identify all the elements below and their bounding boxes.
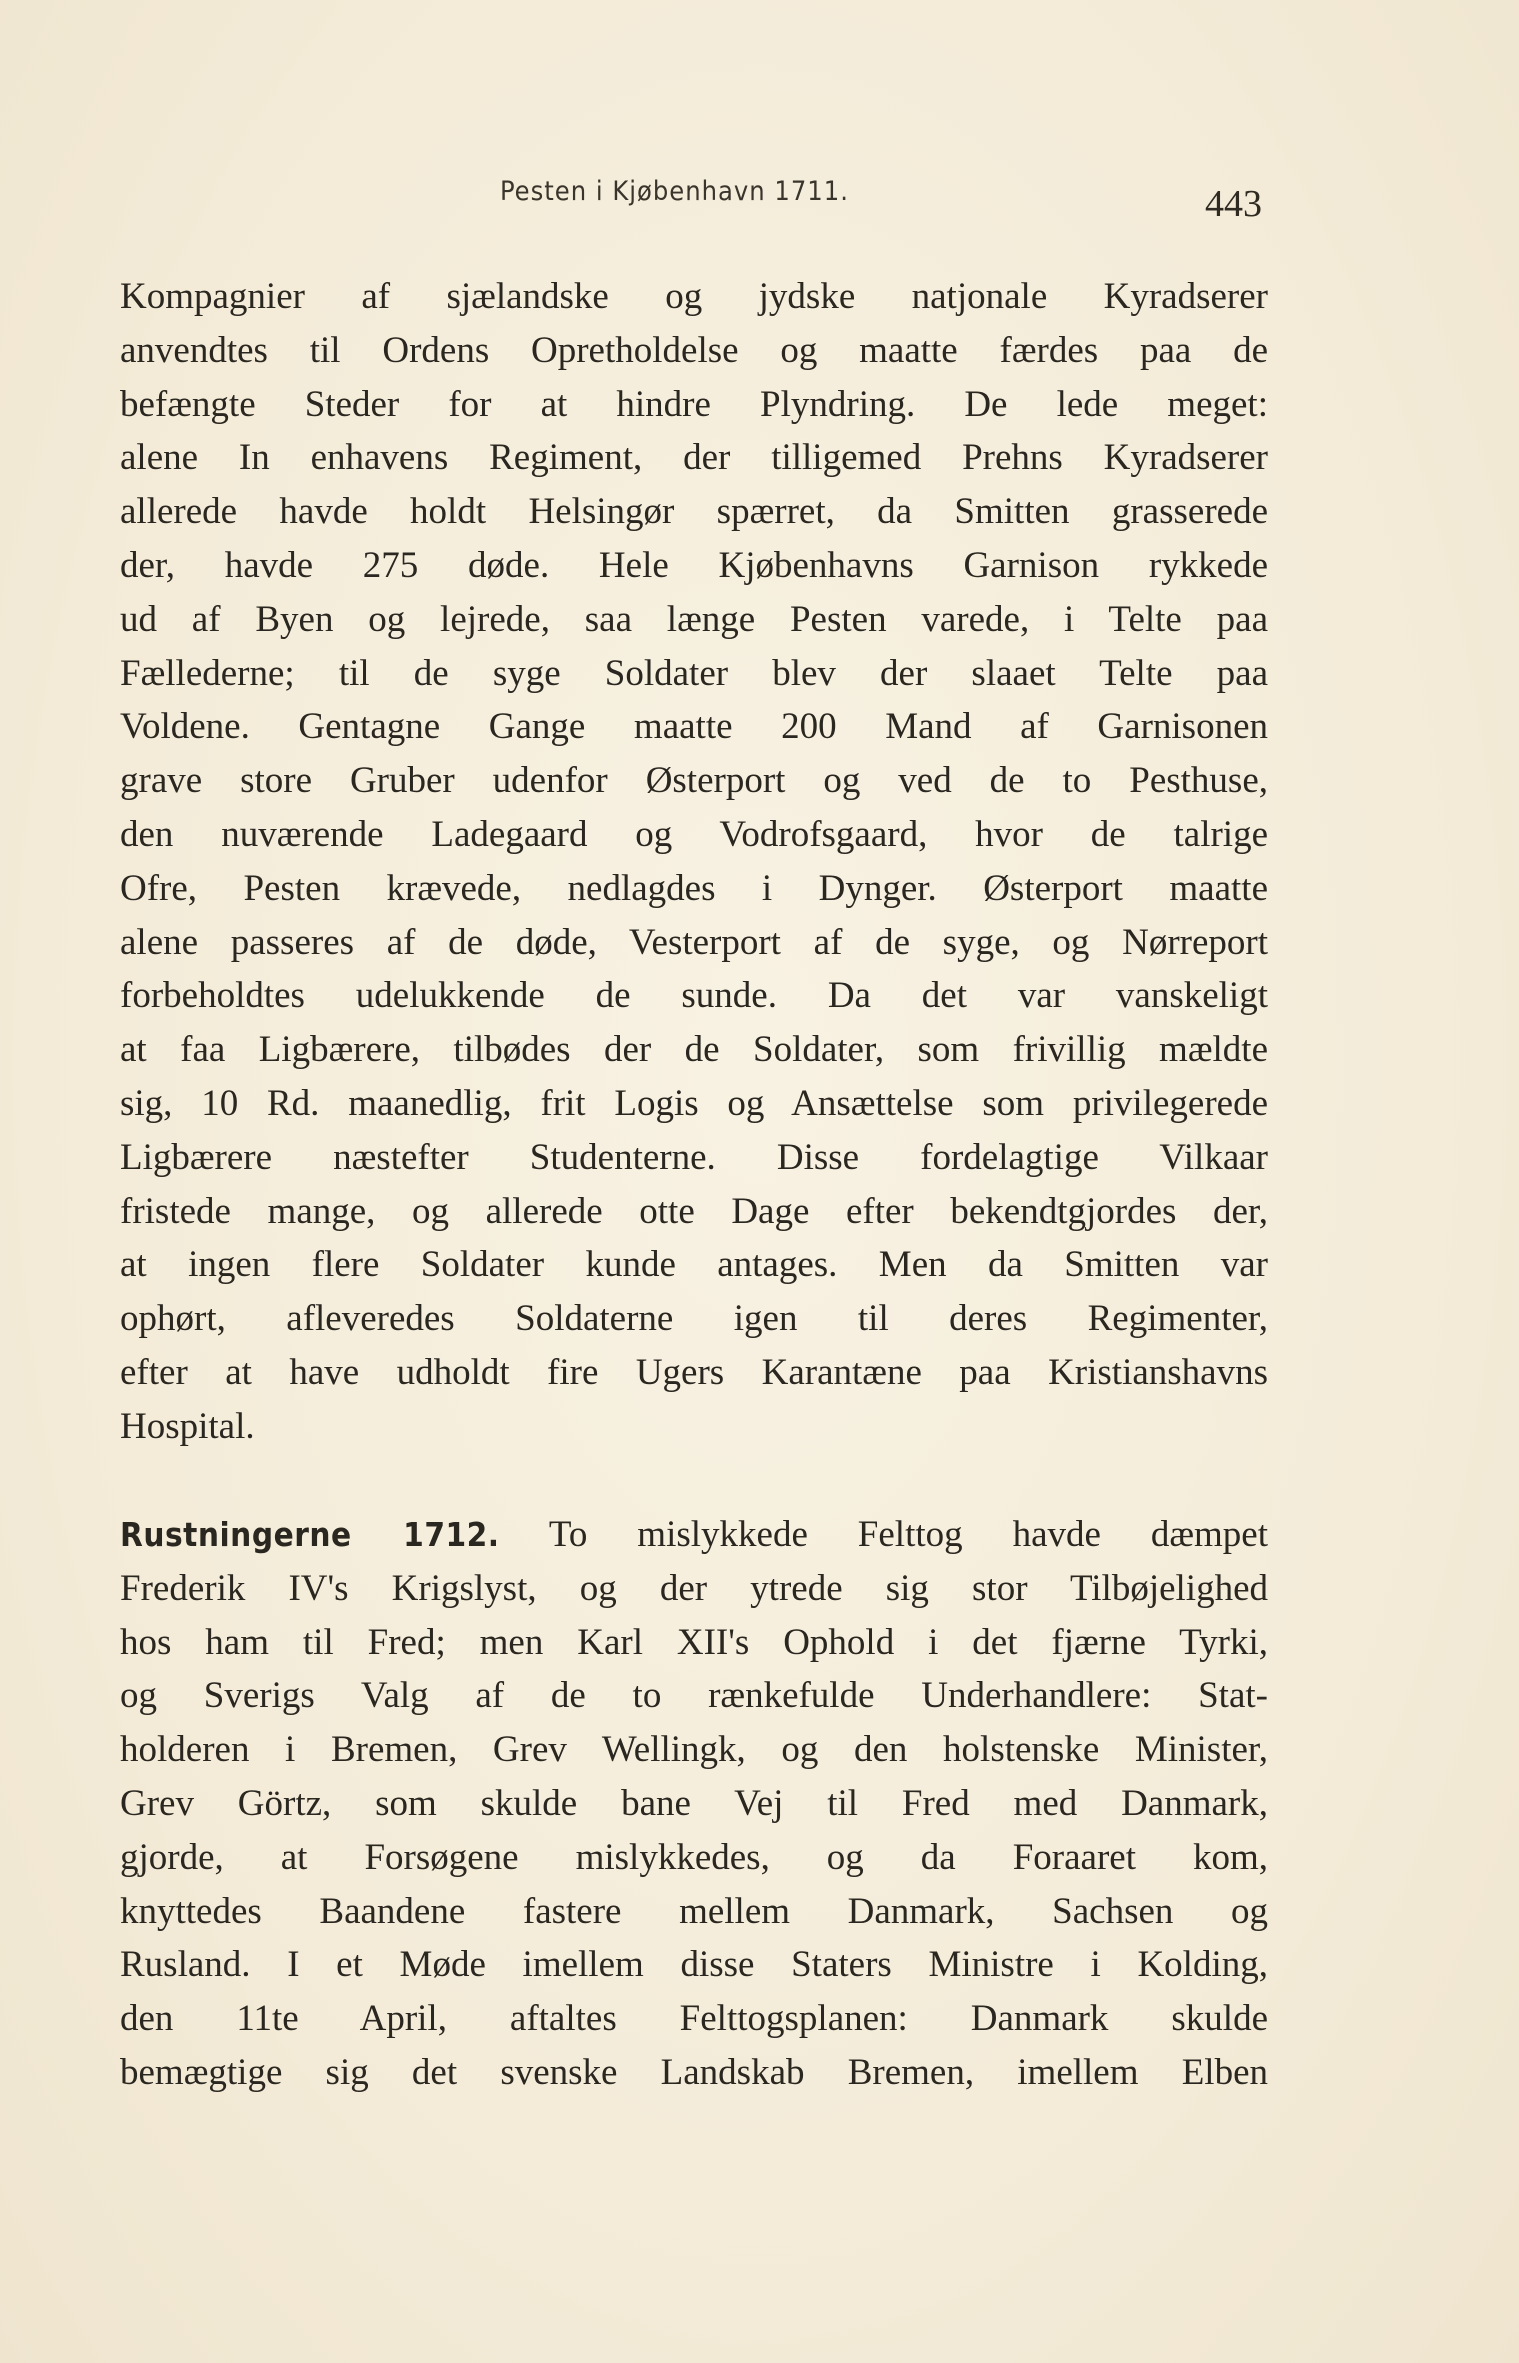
- text-line: ophørt, afleveredes Soldaterne igen til deres Regimenter,: [120, 1298, 1268, 1340]
- page-number: 443: [1205, 183, 1262, 225]
- text-line: befængte Steder for at hindre Plyndring. De lede meget:: [120, 383, 1268, 425]
- paragraph-rustningerne: [120, 1508, 1268, 2100]
- text-line: Grev Görtz, som skulde bane Vej til Fred med Danmark,: [120, 1782, 1268, 1824]
- text-line: Hospital.: [120, 1405, 255, 1447]
- heading-line-text: To mislykkede Felttog havde dæmpet: [548, 1514, 1268, 1555]
- text-line: grave store Gruber udenfor Østerport og ved de to Pesthuse,: [120, 760, 1268, 802]
- text-line: der, havde 275 døde. Hele Kjøbenhavns Garnison rykkede: [120, 544, 1268, 586]
- text-line: sig, 10 Rd. maanedlig, frit Logis og Ansættelse som privilegerede: [120, 1082, 1268, 1124]
- text-line: og Sverigs Valg af de to rænkefulde Underhandlere: Stat-: [120, 1675, 1268, 1717]
- text-line: allerede havde holdt Helsingør spærret, da Smitten grasserede: [120, 491, 1268, 533]
- text-line: fristede mange, og allerede otte Dage efter bekendtgjordes der,: [120, 1190, 1268, 1232]
- text-line: hos ham til Fred; men Karl XII's Ophold i det fjærne Tyrki,: [120, 1621, 1268, 1663]
- text-line: den 11te April, aftaltes Felttogsplanen: Danmark skulde: [120, 1998, 1268, 2040]
- text-line: gjorde, at Forsøgene mislykkedes, og da Foraaret kom,: [120, 1836, 1268, 1878]
- text-line: knyttedes Baandene fastere mellem Danmark, Sachsen og: [120, 1890, 1268, 1932]
- text-line: holderen i Bremen, Grev Wellingk, og den holstenske Minister,: [120, 1729, 1268, 1771]
- text-line: alene In enhavens Regiment, der tilligemed Prehns Kyradserer: [120, 437, 1268, 479]
- text-line: [120, 1508, 1268, 1562]
- text-line: anvendtes til Ordens Opretholdelse og maatte færdes paa de: [120, 329, 1268, 371]
- text-line: Rusland. I et Møde imellem disse Staters Ministre i Kolding,: [120, 1944, 1268, 1986]
- text-line: Frederik IV's Krigslyst, og der ytrede sig stor Tilbøjelighed: [120, 1567, 1268, 1609]
- text-line: bemægtige sig det svenske Landskab Bremen, imellem Elben: [120, 2051, 1268, 2093]
- text-line: forbeholdtes udelukkende de sunde. Da det var vanskeligt: [120, 975, 1268, 1017]
- text-line: den nuværende Ladegaard og Vodrofsgaard, hvor de talrige: [120, 813, 1268, 855]
- paragraph-pest: [120, 270, 1268, 1454]
- text-line: Ofre, Pesten krævede, nedlagdes i Dynger. Østerport maatte: [120, 867, 1268, 909]
- text-line: ud af Byen og lejrede, saa længe Pesten varede, i Telte paa: [120, 598, 1268, 640]
- text-line: efter at have udholdt fire Ugers Karantæne paa Kristianshavns: [120, 1351, 1268, 1393]
- text-line: alene passeres af de døde, Vesterport af de syge, og Nørreport: [120, 921, 1268, 963]
- text-line: Fællederne; til de syge Soldater blev der slaaet Telte paa: [120, 652, 1268, 694]
- text-line: Ligbærere næstefter Studenterne. Disse fordelagtige Vilkaar: [120, 1136, 1268, 1178]
- running-title: Pesten i Kjøbenhavn 1711.: [500, 176, 849, 207]
- text-line: at ingen flere Soldater kunde antages. Men da Smitten var: [120, 1244, 1268, 1286]
- section-heading: Rustningerne 1712.: [120, 1515, 500, 1554]
- text-line: Voldene. Gentagne Gange maatte 200 Mand af Garnisonen: [120, 706, 1268, 748]
- text-line: Kompagnier af sjælandske og jydske natjonale Kyradserer: [120, 276, 1268, 317]
- text-line: at faa Ligbærere, tilbødes der de Soldater, som frivillig mældte: [120, 1029, 1268, 1071]
